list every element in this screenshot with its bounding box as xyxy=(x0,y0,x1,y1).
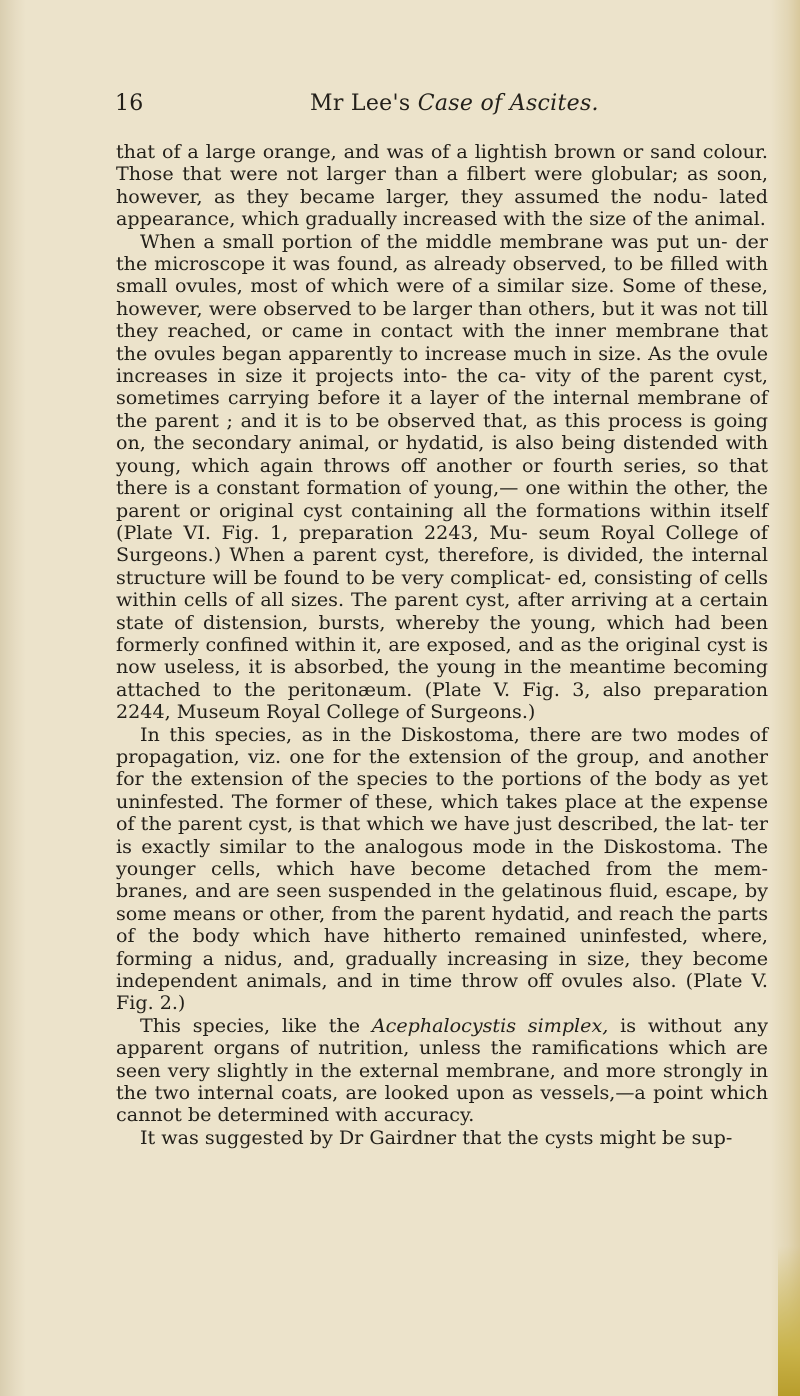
running-title-author: Mr Lee's xyxy=(310,91,411,116)
page-edge-left xyxy=(0,0,26,1396)
paragraph-3: In this species, as in the Diskostoma, there are two modes of propagation, viz. one for the extension of the group, and another for the extension of the species to the portions of the body as yet uninfested. The former of these, which takes place at the expense of the parent cyst, is that which we have just described, the lat- ter is exactly similar to the analogous mode in the Diskostoma. The younger cells, which have become detached from the mem- branes, and are seen suspended in the gelatinous fluid, escape, by some means or other, from the parent hydatid, and reach the parts of the body which have hitherto remained uninfested, where, forming a nidus, and, gradually increasing in size, they become independent animals, and in time throw off ovules also. (Plate V. Fig. 2.) xyxy=(116,722,768,1015)
body-text xyxy=(116,141,768,1149)
paragraph-4-end: is without any apparent organs of nutrition, unless the ramifications which are seen very slightly in the external membrane, and more strongly in the two internal coats, are looked upon as vessels,—a point which cannot be determined with accuracy. xyxy=(116,1013,768,1127)
paper-stain xyxy=(778,1246,800,1396)
paragraph-1: that of a large orange, and was of a lightish brown or sand colour. Those that were not larger than a filbert were globular; as soon, however, as they became larger, they assumed the nodu- lated appearance, which gradually increased with the size of the animal. xyxy=(116,140,768,231)
paragraph-4 xyxy=(116,1015,768,1127)
running-title-italic: Case of Ascites. xyxy=(417,91,599,116)
page-edge-right xyxy=(770,0,800,1396)
running-title xyxy=(310,91,599,116)
paragraph-5: It was suggested by Dr Gairdner that the cysts might be sup- xyxy=(140,1125,733,1149)
paragraph-2: When a small portion of the middle membrane was put un- der the microscope it was found, as already observed, to be filled with small ovules, most of which were of a similar size. Some of these, however, were observed to be larger than others, but it was not till they reached, or came in contact with the inner membrane that the ovules began apparently to increase much in size. As the ovule increases in size it projects into- the ca- vity of the parent cyst, sometimes carrying before it a layer of the internal membrane of the parent ; and it is to be observed that, as this process is going on, the secondary animal, or hydatid, is also being distended with young, which again throws off another or fourth series, so that there is a constant formation of young,— one within the other, the parent or original cyst containing all the formations within itself (Plate VI. Fig. 1, preparation 2243, Mu- seum Royal College of Surgeons.) When a parent cyst, therefore, is divided, the internal structure will be found to be very complicat- ed, consisting of cells within cells of all sizes. The parent cyst, after arriving at a certain state of distension, bursts, whereby the young, which had been formerly confined within it, are exposed, and as the original cyst is now useless, it is absorbed, the young in the meantime becoming attached to the peritonæum. (Plate V. Fig. 3, also preparation 2244, Museum Royal College of Surgeons.) xyxy=(116,229,768,724)
page-number: 16 xyxy=(115,91,144,116)
running-head xyxy=(115,91,755,121)
species-name-italic: Acephalocystis simplex, xyxy=(371,1013,609,1037)
paragraph-4-start: This species, like the xyxy=(140,1013,372,1037)
